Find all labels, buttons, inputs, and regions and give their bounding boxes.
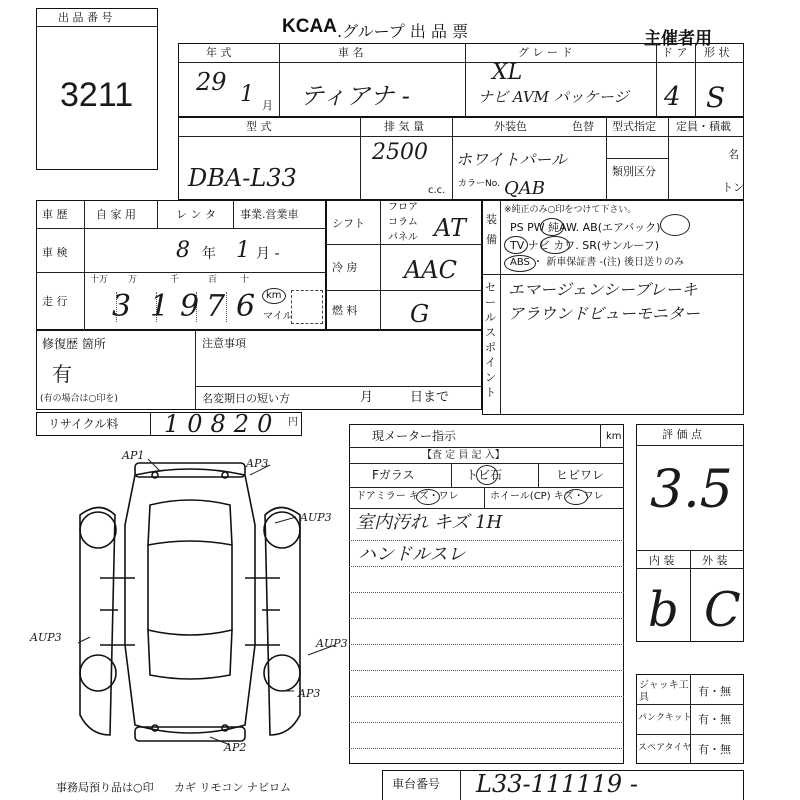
lot-number-label: 出 品 番 号 bbox=[58, 11, 113, 24]
header-title: .グループ 出 品 票 bbox=[337, 22, 469, 41]
ac-label: 冷 房 bbox=[332, 261, 358, 274]
color-no-value: QAB bbox=[504, 178, 545, 199]
recycle-label: リサイクル料 bbox=[48, 417, 119, 431]
mark-ap3-top: AP3 bbox=[246, 457, 269, 470]
capacity-unit-persons: 名 bbox=[728, 148, 739, 161]
history-label: 車 歴 bbox=[42, 208, 68, 221]
capacity-unit-tons: トン bbox=[722, 181, 744, 194]
mark-aup3-left: AUP3 bbox=[30, 631, 62, 644]
footer-items: カギ リモコン ナビロム bbox=[174, 781, 291, 794]
repair-kit-value[interactable]: 有・無 bbox=[698, 713, 731, 726]
km-label: km bbox=[266, 290, 282, 301]
inspection-year-unit: 年 bbox=[202, 246, 216, 262]
equipment-label: 装 備 bbox=[486, 213, 497, 246]
history-rental[interactable]: レ ン タ bbox=[176, 208, 216, 221]
notes-label: 注意事項 bbox=[202, 337, 246, 350]
model-value: DBA-L33 bbox=[188, 164, 297, 192]
spare-tire-label: スペアタイヤ bbox=[638, 743, 692, 753]
recycle-value: 10820 bbox=[164, 410, 281, 438]
inspector-comment-1: 室内汚れ キズ 1H bbox=[356, 512, 503, 533]
wheel-circle bbox=[564, 489, 588, 505]
color-change-label: 色替 bbox=[572, 120, 594, 133]
equip-circle-ab bbox=[660, 214, 690, 236]
km-box bbox=[291, 290, 323, 324]
glass-label: Fガラス bbox=[372, 468, 415, 482]
spare-tire-value[interactable]: 有・無 bbox=[698, 743, 731, 756]
mileage-units-row: 十万 万 千 百 十 bbox=[90, 275, 250, 285]
sales-point-line2: アラウンドビューモニター bbox=[508, 304, 701, 323]
designation-label: 型式指定 bbox=[612, 120, 656, 133]
shift-label: シフト bbox=[332, 217, 365, 230]
mark-ap2: AP2 bbox=[224, 741, 247, 754]
class-label: 類別区分 bbox=[612, 165, 656, 178]
glass-chip[interactable]: トビ石 bbox=[466, 468, 503, 482]
displacement-value: 2500 bbox=[372, 140, 428, 165]
equipment-line3: ABS ・ 新車保証書 -(注) 後日送りのみ bbox=[510, 257, 684, 268]
history-business[interactable]: 事業.営業車 bbox=[240, 208, 299, 221]
mark-aup3-right-rear: AUP3 bbox=[316, 637, 348, 650]
equipment-note: ※純正のみ○印をつけて下さい。 bbox=[504, 205, 637, 215]
name-change-label: 名変期日の短い方 bbox=[202, 392, 290, 405]
mirror-circle bbox=[416, 489, 440, 505]
door-value: 4 bbox=[664, 82, 681, 112]
mark-ap1: AP1 bbox=[122, 449, 145, 462]
interior-label: 内 装 bbox=[649, 554, 675, 567]
year-label: 年 式 bbox=[206, 46, 232, 59]
grade-value-line2: ナビ AVM パッケージ bbox=[478, 88, 629, 106]
inspection-month-unit: 月 - bbox=[256, 246, 280, 262]
meter-unit: km bbox=[606, 431, 622, 442]
mileage-label: 走 行 bbox=[42, 295, 68, 308]
sales-point-label: セールスポイント bbox=[485, 281, 496, 399]
month-unit: 月 bbox=[262, 99, 273, 112]
chassis-value: L33-111119 - bbox=[476, 770, 638, 798]
displacement-label: 排 気 量 bbox=[384, 120, 424, 133]
name-change-month: 月 bbox=[360, 390, 374, 405]
car-damage-diagram bbox=[60, 445, 360, 765]
glass-chip-circle bbox=[476, 465, 498, 485]
capacity-label: 定員・積載 bbox=[676, 120, 731, 133]
equip-circle-tv bbox=[504, 236, 528, 254]
shift-opt-column[interactable]: コラム bbox=[388, 217, 418, 228]
meter-label: 現メーター指示 bbox=[372, 429, 457, 443]
inspection-year: 8 bbox=[176, 238, 190, 263]
name-label: 車 名 bbox=[338, 46, 364, 59]
rating-label: 評 価 点 bbox=[662, 428, 702, 441]
equip-circle-pw bbox=[540, 218, 564, 236]
shape-label: 形 状 bbox=[704, 46, 730, 59]
jack-value[interactable]: 有・無 bbox=[698, 685, 731, 698]
interior-value: b bbox=[648, 582, 679, 638]
repair-label: 修復歴 箇所 bbox=[42, 337, 106, 351]
rating-value: 3.5 bbox=[650, 460, 733, 520]
model-label: 型 式 bbox=[246, 120, 272, 133]
repair-kit-label: パンクキット bbox=[638, 713, 692, 723]
color-no-label: カラーNo. bbox=[458, 179, 500, 189]
month-value: 1 bbox=[240, 82, 254, 107]
lot-number-value: 3211 bbox=[60, 76, 134, 114]
inspector-comment-2: ハンドルスレ bbox=[358, 544, 466, 565]
footer-office: 事務局預り品は○印 bbox=[56, 781, 154, 794]
inspection-month: 1 bbox=[236, 238, 250, 263]
name-change-day: 日まで bbox=[410, 390, 450, 405]
mirror-label: ドアミラー キズ・ワレ bbox=[356, 491, 459, 502]
mileage-digits: 3 1 9 7 6 bbox=[112, 289, 256, 324]
fuel-label: 燃 料 bbox=[332, 304, 358, 317]
ac-value: AAC bbox=[404, 256, 458, 284]
grade-label: グ レ ー ド bbox=[518, 46, 573, 59]
shift-value: AT bbox=[434, 214, 467, 242]
year-value: 29 bbox=[196, 68, 227, 96]
equip-circle-navi bbox=[540, 236, 570, 254]
color-value: ホワイトパール bbox=[456, 150, 567, 169]
inspector-label: 【査 定 員 記 入】 bbox=[422, 450, 505, 461]
grade-value-line1: XL bbox=[492, 60, 523, 85]
shift-opt-floor[interactable]: フロア bbox=[388, 202, 418, 213]
color-label: 外装色 bbox=[494, 120, 527, 133]
exterior-label: 外 装 bbox=[702, 554, 728, 567]
wheel-label: ホイール(CP) キズ・ワレ bbox=[490, 491, 604, 502]
door-label: ド ア bbox=[662, 46, 688, 59]
mile-label: マイル bbox=[263, 311, 293, 322]
car-name-value: ティアナ - bbox=[300, 82, 410, 110]
inspection-label: 車 検 bbox=[42, 246, 68, 259]
exterior-value: C bbox=[704, 582, 741, 638]
displacement-unit: c.c. bbox=[428, 185, 446, 196]
equipment-line1: PS PW 純AW. AB(エアバック) bbox=[510, 221, 661, 234]
equip-circle-abs bbox=[504, 255, 536, 272]
shift-opt-panel[interactable]: パネル bbox=[388, 232, 418, 243]
chassis-label: 車台番号 bbox=[392, 777, 441, 791]
glass-crack[interactable]: ヒビワレ bbox=[556, 468, 605, 482]
sales-point-line1: エマージェンシーブレーキ bbox=[508, 280, 698, 299]
mark-aup3-right: AUP3 bbox=[300, 511, 332, 524]
mark-ap3-rear: AP3 bbox=[298, 687, 321, 700]
fuel-value: G bbox=[410, 300, 430, 328]
header-copy-label: 主催者用 bbox=[644, 29, 712, 49]
header-brand: KCAA bbox=[282, 16, 337, 37]
recycle-unit: 円 bbox=[288, 417, 298, 428]
equipment-line2: TV ナビ カワ. SR(サンルーフ) bbox=[510, 239, 660, 252]
repair-value: 有 bbox=[52, 362, 72, 386]
history-private[interactable]: 自 家 用 bbox=[96, 208, 136, 221]
repair-note: (有の場合は○印を) bbox=[40, 394, 118, 404]
shape-value: S bbox=[706, 81, 726, 114]
jack-label: ジャッキ工具 bbox=[639, 680, 689, 703]
